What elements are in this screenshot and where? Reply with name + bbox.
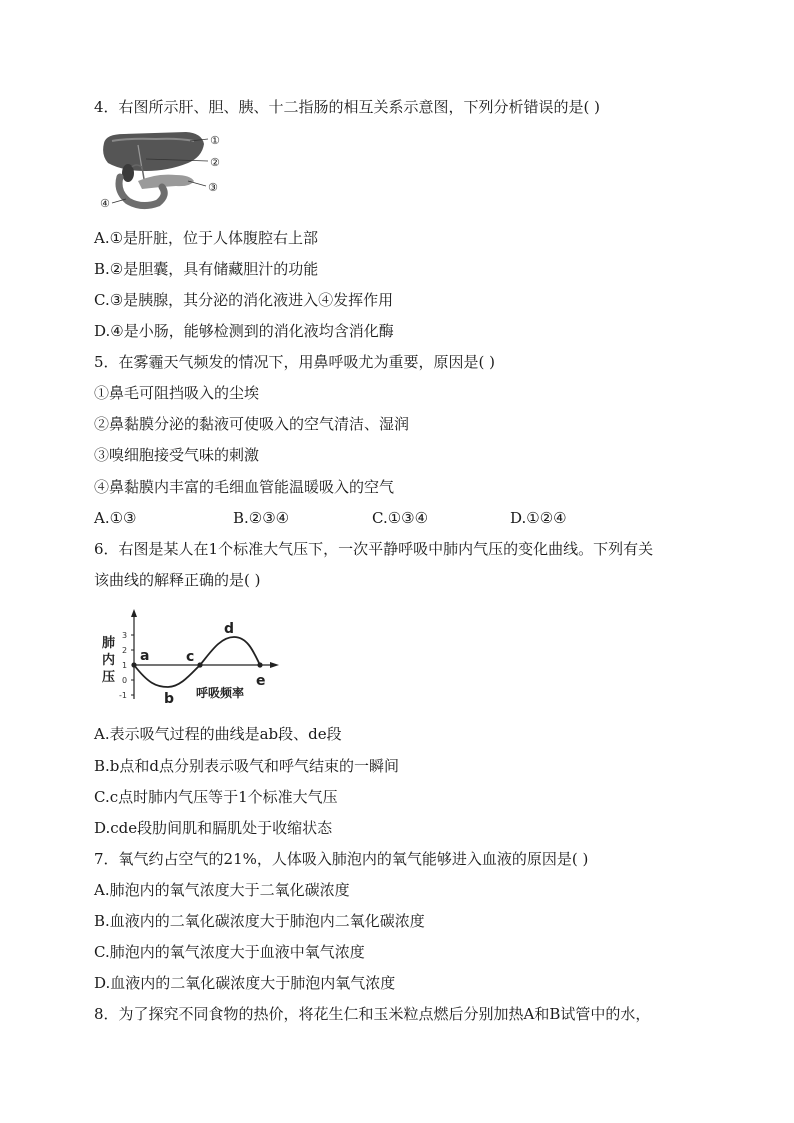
figure-label-4: ④ (100, 197, 110, 210)
graph-ylabel-2: 内 (102, 653, 116, 668)
q7-option-c: C.肺泡内的氧气浓度大于血液中氧气浓度 (94, 943, 365, 961)
q6-stem-line1: 6．右图是某人在1个标准大气压下，一次平静呼吸中肺内气压的变化曲线。下列有关 (94, 540, 654, 558)
graph-ylabel-3: 压 (102, 670, 116, 685)
q5-option-c: C.①③④ (372, 509, 429, 527)
q6-option-d: D.cde段肋间肌和膈肌处于收缩状态 (94, 819, 333, 837)
q6-option-c: C.c点时肺内气压等于1个标准大气压 (94, 788, 338, 806)
q7-option-d: D.血液内的二氧化碳浓度大于肺泡内氧气浓度 (94, 974, 396, 992)
q4-option-d: D.④是小肠，能够检测到的消化液均含消化酶 (94, 322, 394, 340)
q7-option-a: A.肺泡内的氧气浓度大于二氧化碳浓度 (94, 881, 350, 899)
graph-xlabel: 呼吸频率 (196, 686, 245, 700)
digestive-organs-figure (98, 129, 220, 215)
point-e-marker (257, 662, 262, 667)
q6-option-a: A.表示吸气过程的曲线是ab段、de段 (94, 725, 342, 743)
point-c-marker (197, 662, 202, 667)
q4-stem: 4．右图所示肝、胆、胰、十二指肠的相互关系示意图，下列分析错误的是( ) (94, 98, 601, 116)
graph-ytick-2: 2 (122, 646, 128, 655)
figure-label-1: ① (210, 134, 220, 147)
graph-ytick-1: 1 (122, 661, 128, 670)
q6-stem-line2: 该曲线的解释正确的是( ) (94, 571, 261, 589)
figure-label-2: ② (210, 156, 220, 169)
q8-stem: 8．为了探究不同食物的热价，将花生仁和玉米粒点燃后分别加热A和B试管中的水， (94, 1005, 651, 1023)
point-label-c: c (186, 649, 195, 665)
graph-ylabel-1: 肺 (102, 636, 116, 651)
point-label-a: a (140, 648, 150, 664)
q5-stem: 5．在雾霾天气频发的情况下，用鼻呼吸尤为重要，原因是( ) (94, 353, 496, 371)
point-label-e: e (256, 673, 266, 689)
q4-option-a: A.①是肝脏，位于人体腹腔右上部 (94, 229, 319, 247)
pressure-curve (134, 637, 260, 687)
point-label-d: d (224, 621, 235, 637)
q5-statement-2: ②鼻黏膜分泌的黏液可使吸入的空气清洁、湿润 (94, 415, 410, 433)
q5-option-d: D.①②④ (510, 509, 567, 527)
q4-option-b: B.②是胆囊，具有储藏胆汁的功能 (94, 260, 319, 278)
graph-ytick-3: 3 (122, 631, 128, 640)
q5-statement-1: ①鼻毛可阻挡吸入的尘埃 (94, 384, 260, 402)
q7-option-b: B.血液内的二氧化碳浓度大于肺泡内二氧化碳浓度 (94, 912, 425, 930)
q5-option-b: B.②③④ (233, 509, 290, 527)
point-a-marker (131, 662, 136, 667)
q4-option-c: C.③是胰腺，其分泌的消化液进入④发挥作用 (94, 291, 394, 309)
q5-statement-4: ④鼻黏膜内丰富的毛细血管能温暖吸入的空气 (94, 478, 395, 496)
q5-options (94, 508, 654, 528)
figure-label-3: ③ (208, 181, 218, 194)
graph-ytick-neg1: -1 (119, 691, 127, 700)
point-label-b: b (164, 691, 175, 707)
q5-option-a: A.①③ (94, 509, 137, 527)
q7-stem: 7．氧气约占空气的21%，人体吸入肺泡内的氧气能够进入血液的原因是( ) (94, 850, 589, 868)
q6-option-b: B.b点和d点分别表示吸气和呼气结束的一瞬间 (94, 757, 399, 775)
lung-pressure-graph (98, 603, 286, 709)
graph-ytick-0: 0 (122, 676, 128, 685)
q5-statement-3: ③嗅细胞接受气味的刺激 (94, 446, 260, 464)
